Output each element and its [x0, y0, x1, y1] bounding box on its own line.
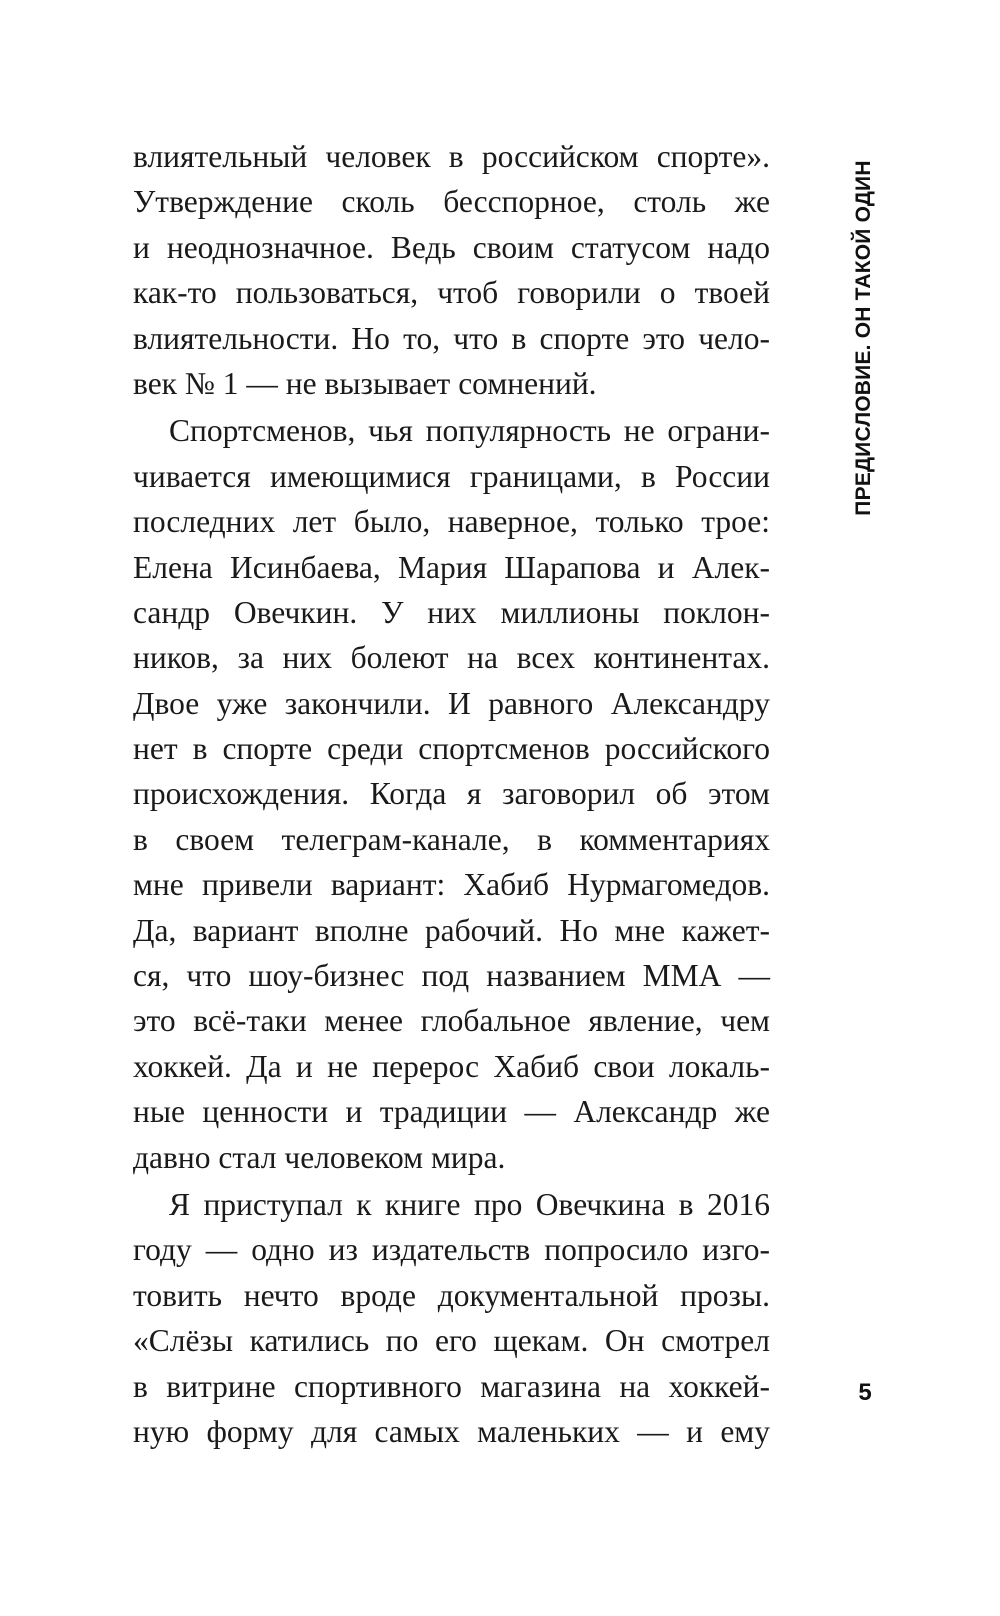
text-line: ников, за них болеют на всех континентах.	[133, 640, 770, 676]
text-line: Да, вариант вполне рабочий. Но мне кажет-	[133, 912, 770, 948]
text-line: век № 1 — не вызывает сомнений.	[133, 365, 597, 401]
text-line: влиятельный человек в российском спорте».	[133, 139, 770, 174]
text-line: последних лет было, наверное, только трое:	[133, 504, 770, 540]
text-line: Елена Исинбаева, Мария Шарапова и Алек-	[133, 549, 770, 585]
running-header-text: ПРЕДИСЛОВИЕ. ОН ТАКОЙ ОДИН	[852, 160, 875, 516]
text-line: «Слёзы катились по его щекам. Он смотрел	[133, 1323, 770, 1359]
text-line: Спортсменов, чья популярность не ограни-	[169, 413, 770, 449]
text-line: ные ценности и традиции — Александр же	[133, 1094, 770, 1130]
text-line: году — одно из издательств попросило изго-	[133, 1232, 770, 1268]
text-line: происхождения. Когда я заговорил об этом	[133, 776, 770, 812]
text-line: влиятельности. Но то, что в спорте это чело-	[133, 320, 770, 356]
paragraph	[133, 408, 770, 1180]
text-line: давно стал человеком мира.	[133, 1139, 506, 1175]
text-line: товить нечто вроде документальной прозы.	[133, 1277, 770, 1313]
text-line: мне привели вариант: Хабиб Нурмагомедов.	[133, 867, 770, 903]
text-line: Двое уже закончили. И равного Александру	[133, 685, 770, 721]
text-line: в своем телеграм-канале, в комментариях	[133, 821, 770, 857]
text-line: нет в спорте среди спортсменов российского	[133, 731, 770, 767]
text-line: хоккей. Да и не перерос Хабиб свои локаль-	[133, 1048, 770, 1084]
text-line: ную форму для самых маленьких — и ему	[133, 1413, 770, 1449]
text-line: сандр Овечкин. У них миллионы поклон-	[133, 594, 770, 630]
page-number: 5	[858, 1379, 872, 1406]
text-line: чивается имеющимися границами, в России	[133, 458, 770, 494]
text-line: в витрине спортивного магазина на хоккей-	[133, 1368, 770, 1404]
paragraph	[133, 1182, 770, 1454]
paragraph	[133, 134, 770, 406]
body-text	[133, 134, 770, 1454]
text-line: и неоднозначное. Ведь своим статусом надо	[133, 229, 770, 265]
text-line: как-то пользоваться, чтоб говорили о твоей	[133, 275, 770, 311]
text-line: Я приступал к книге про Овечкина в 2016	[169, 1186, 770, 1222]
text-line: Утверждение сколь бесспорное, столь же	[133, 184, 770, 220]
text-line: ся, что шоу-бизнес под названием ММА —	[133, 958, 770, 994]
text-line: это всё-таки менее глобальное явление, чем	[133, 1003, 770, 1039]
